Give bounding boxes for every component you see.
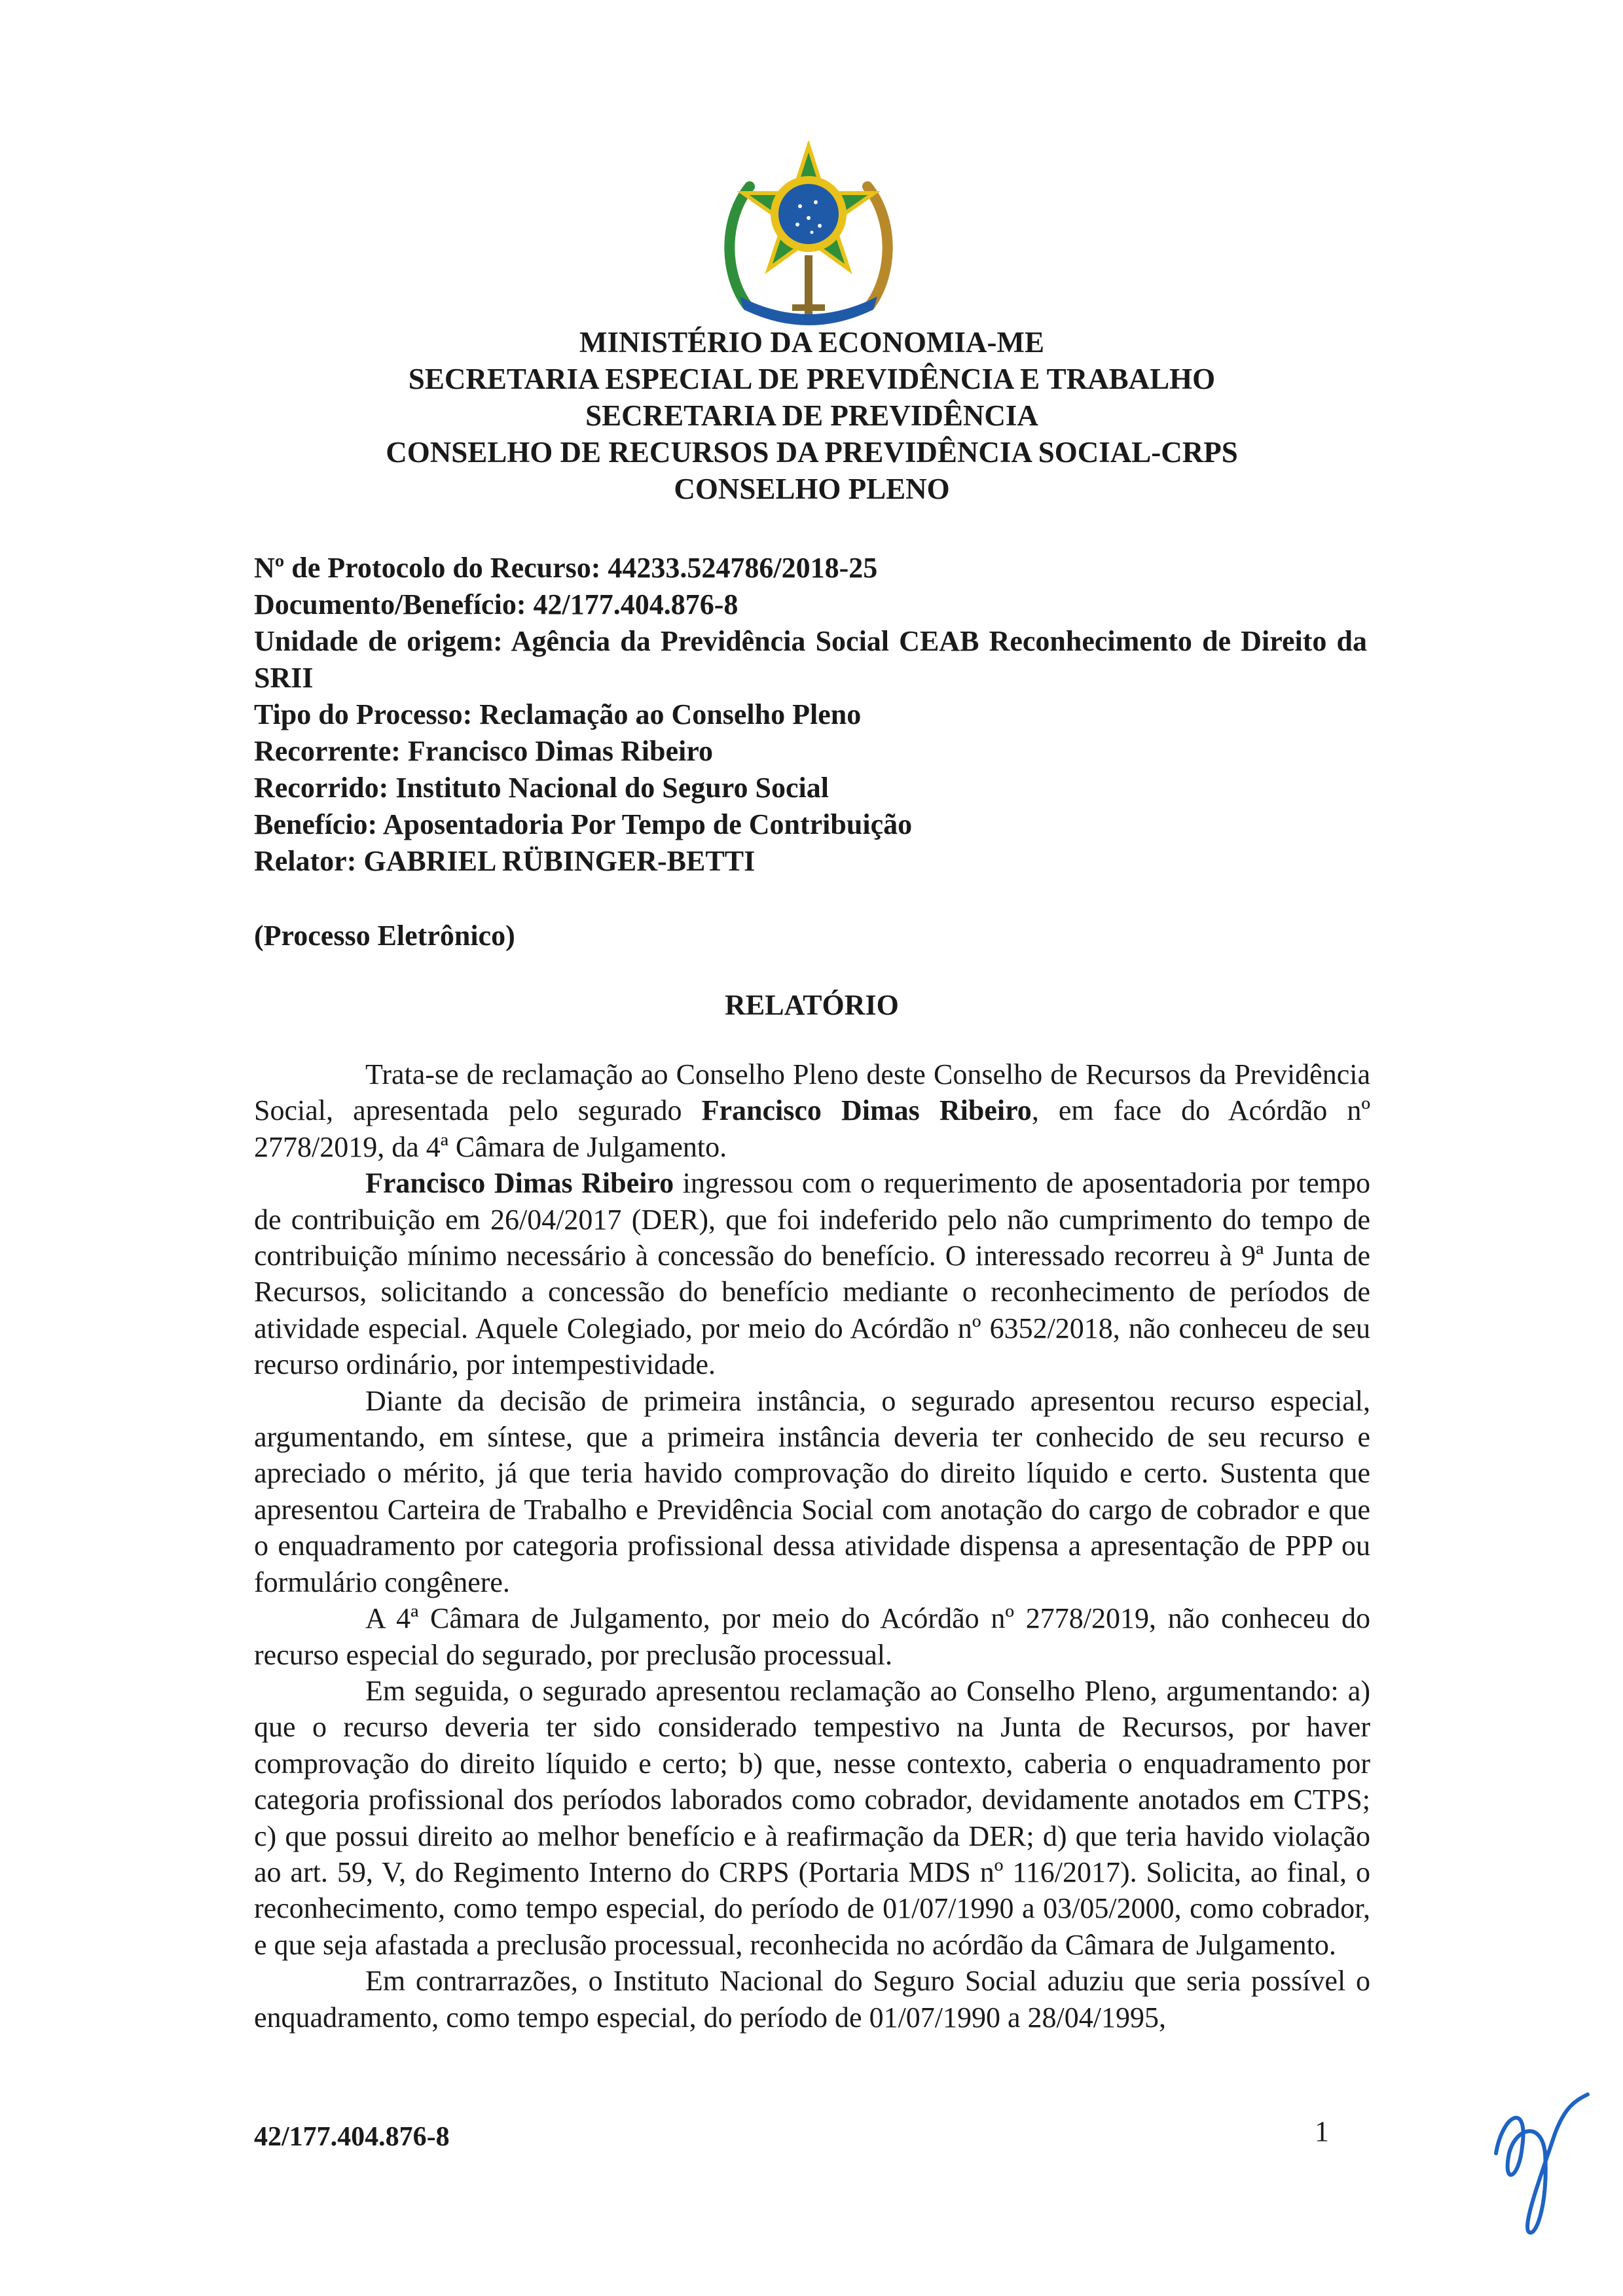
paragraph-5: Em seguida, o segurado apresentou reclamação ao Conselho Pleno, argumentando: a) que o recurso deveria ter sido considerado tempestivo na Junta de Recursos, por haver comprovação do direito líquido e certo; b) que, nesse contexto, caberia o enquadramento por categoria profissional dos períodos laborados como cobrador, devidamente anotados em CTPS; c) que possui direito ao melhor benefício e à reafirmação da DER; d) que teria havido violação ao art. 59, V, do Regimento Interno do CRPS (Portaria MDS nº 116/2017). Solicita, ao final, o reconhecimento, como tempo especial, do período de 01/07/1990 a 03/05/2000, como cobrador, e que seja afastada a preclusão processual, reconhecida no acórdão da Câmara de Julgamento. (254, 1674, 1370, 1961)
paragraph-6: Em contrarrazões, o Instituto Nacional do Seguro Social aduziu que seria possível o enquadramento, como tempo especial, do período de 01/07/1990 a 28/04/1995, (254, 1965, 1370, 2034)
paragraph-2-text: ingressou com o requerimento de aposentadoria por tempo de contribuição em 26/04/2017 (DER), que foi indeferido pelo não cumprimento do tempo de contribuição mínimo necessário à concessão do benefício. O interessado recorreu à 9ª Junta de Recursos, solicitando a concessão do benefício mediante o reconhecimento de períodos de atividade especial. Aquele Colegiado, por meio do Acórdão nº 6352/2018, não conheceu de seu recurso ordinário, por intempestividade. (254, 1167, 1370, 1381)
paragraph-2 (254, 1165, 1370, 1382)
header-plenary: CONSELHO PLENO (674, 473, 950, 505)
meta-process-type: Tipo do Processo: Reclamação ao Conselho Pleno (254, 698, 862, 730)
meta-electronic-process: (Processo Eletrônico) (254, 920, 515, 952)
footer-page-number: 1 (1315, 2115, 1329, 2147)
header-council: CONSELHO DE RECURSOS DA PREVIDÊNCIA SOCIAL-CRPS (386, 436, 1238, 469)
header-special-secretariat: SECRETARIA ESPECIAL DE PREVIDÊNCIA E TRABALHO (408, 363, 1216, 395)
report-body (254, 1056, 1370, 2036)
meta-appellant: Recorrente: Francisco Dimas Ribeiro (254, 735, 713, 767)
meta-document: Documento/Benefício: 42/177.404.876-8 (254, 588, 739, 620)
paragraph-1-text-b: , em face do Acórdão nº 2778/2019, da 4ª Câmara de Julgamento. (254, 1094, 1370, 1163)
case-metadata (254, 550, 1367, 954)
coat-of-arms-emblem (720, 141, 897, 331)
footer-benefit-number: 42/177.404.876-8 (254, 2122, 450, 2152)
header-institution-lines (196, 324, 1427, 507)
handwritten-initials-signature (1483, 2075, 1594, 2245)
paragraph-4: A 4ª Câmara de Julgamento, por meio do Acórdão nº 2778/2019, não conheceu do recurso especial do segurado, por preclusão processual. (254, 1602, 1370, 1671)
meta-rapporteur: Relator: GABRIEL RÜBINGER-BETTI (254, 845, 756, 877)
meta-appellee: Recorrido: Instituto Nacional do Seguro Social (254, 772, 829, 804)
paragraph-1-text-a: Trata-se de reclamação ao Conselho Pleno deste Conselho de Recursos da Previdência Social, apresentada pelo segurado (254, 1058, 1370, 1127)
meta-benefit: Benefício: Aposentadoria Por Tempo de Contribuição (254, 808, 913, 840)
paragraph-1 (254, 1056, 1370, 1165)
meta-protocol: Nº de Protocolo do Recurso: 44233.524786/2018-25 (254, 552, 878, 584)
header-ministry: MINISTÉRIO DA ECONOMIA-ME (579, 326, 1045, 359)
paragraph-2-appellant-name: Francisco Dimas Ribeiro (365, 1167, 674, 1200)
meta-origin-unit: Unidade de origem: Agência da Previdência Social CEAB Reconhecimento de Direito da SRII (254, 625, 1367, 694)
report-title: RELATÓRIO (725, 989, 899, 1021)
paragraph-3: Diante da decisão de primeira instância, o segurado apresentou recurso especial, argumentando, em síntese, que a primeira instância deveria ter conhecido de seu recurso e apreciado o mérito, já que teria havido comprovação do direito líquido e certo. Sustenta que apresentou Carteira de Trabalho e Previdência Social com anotação do cargo de cobrador e que o enquadramento por categoria profissional dessa atividade dispensa a apresentação de PPP ou formulário congênere. (254, 1384, 1370, 1598)
header-secretariat: SECRETARIA DE PREVIDÊNCIA (585, 399, 1038, 432)
paragraph-1-appellant-name: Francisco Dimas Ribeiro (701, 1094, 1032, 1127)
